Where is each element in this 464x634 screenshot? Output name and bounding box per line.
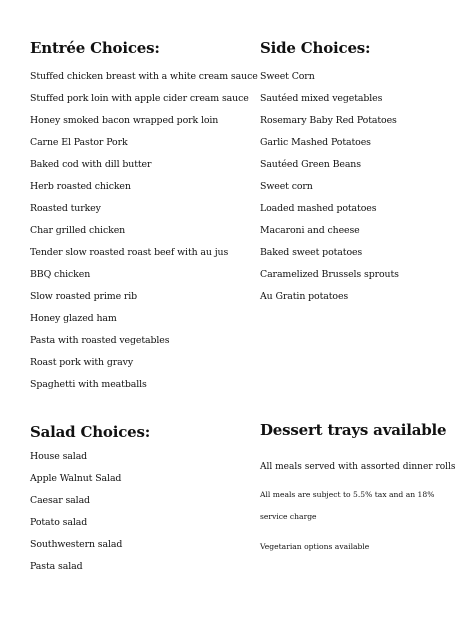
sides-heading: Side Choices: [260,39,371,57]
side-item: Caramelized Brussels sprouts [260,269,399,280]
vegetarian-note: Vegetarian options available [260,542,370,551]
entree-item: Baked cod with dill butter [30,159,152,170]
entree-item: Roasted turkey [30,203,101,214]
entree-section [30,38,258,396]
side-item: Sweet corn [260,181,313,192]
entree-item: Honey glazed ham [30,313,117,324]
entree-item: Roast pork with gravy [30,357,134,368]
entree-item: Stuffed pork loin with apple cider cream sauce [30,93,249,104]
salad-item: Potato salad [30,517,88,528]
side-item: Sweet Corn [260,71,315,82]
salad-item: Caesar salad [30,495,90,506]
entree-item: BBQ chicken [30,269,91,280]
sides-section [260,38,399,308]
sides-list [260,66,399,308]
entree-item: Spaghetti with meatballs [30,379,147,390]
salad-item: Apple Walnut Salad [30,473,122,484]
side-item: Rosemary Baby Red Potatoes [260,115,397,126]
salad-item: Southwestern salad [30,539,123,550]
side-item: Sautéed Green Beans [260,159,361,170]
dinner-rolls-note: All meals served with assorted dinner rolls [260,462,456,472]
entree-item: Herb roasted chicken [30,181,131,192]
salad-heading: Salad Choices: [30,423,151,441]
side-item: Sautéed mixed vegetables [260,93,383,104]
dessert-section [260,420,460,558]
side-item: Macaroni and cheese [260,225,360,236]
salad-item: House salad [30,451,88,462]
side-item: Loaded mashed potatoes [260,203,377,214]
salad-list [30,446,150,578]
entree-item: Char grilled chicken [30,225,126,236]
entree-item: Slow roasted prime rib [30,291,138,302]
salad-section [30,422,150,578]
entree-item: Pasta with roasted vegetables [30,335,170,346]
side-item: Baked sweet potatoes [260,247,363,258]
entree-item: Tender slow roasted roast beef with au jus [30,247,229,258]
entree-item: Carne El Pastor Pork [30,137,128,148]
side-item: Au Gratin potatoes [260,291,349,302]
side-item: Garlic Mashed Potatoes [260,137,371,148]
tax-service-note: All meals are subject to 5.5% tax and an 18% service charge [260,490,435,521]
entree-item: Stuffed chicken breast with a white cream sauce [30,71,258,82]
dessert-heading: Dessert trays available [260,421,447,439]
entree-item: Honey smoked bacon wrapped pork loin [30,115,219,126]
salad-item: Pasta salad [30,561,83,572]
entree-heading: Entrée Choices: [30,39,160,57]
entree-list [30,66,258,396]
